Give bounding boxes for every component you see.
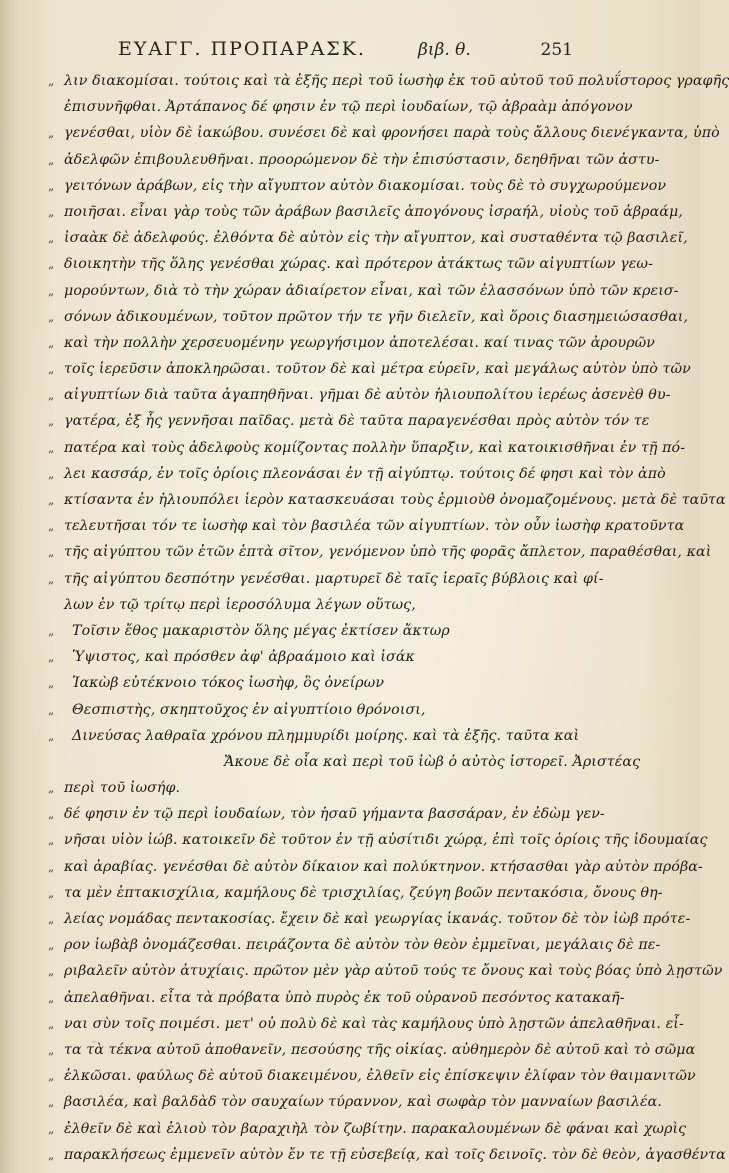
text-line (48, 697, 568, 723)
text-line (48, 827, 708, 853)
quotation-marker: „ (48, 309, 55, 324)
quotation-marker: „ (48, 781, 55, 796)
line-text: Ἄκουε δὲ οἷα καὶ περὶ τοῦ ἰὼβ ὁ αὐτὸς ἱστορεῖ. Ἀριστέας (224, 753, 641, 770)
line-text: ριβαλεῖν αὐτὸν ἀτυχίαις. πρῶτον μὲν γὰρ αὐτοῦ τούς τε ὄνους καὶ τοὺς βόας ὑπὸ λῃστῶν (64, 963, 723, 980)
line-text: μορούντων, διὰ τὸ τὴν χώραν ἀδιαίρετον εἶναι, καὶ τῶν ἐλασσόνων ὑπὸ τῶν κρεισ- (64, 282, 679, 299)
line-text: Θεσπιστὴς, σκηπτοῦχος ἐν αἰγυπτίοιο θρόνοισι, (72, 701, 426, 718)
quotation-marker: „ (48, 859, 55, 874)
text-line (48, 1037, 696, 1063)
line-text: ἀπελαθῆναι. εἶτα τὰ πρόβατα ὑπὸ πυρὸς ἐκ τοῦ οὐρανοῦ πεσόντος κατακαῆ- (64, 989, 625, 1006)
quotation-marker: „ (48, 833, 55, 848)
text-line (48, 670, 568, 696)
line-text: κτίσαντα ἐν ἡλιουπόλει ἱερὸν κατασκευάσαι τοὺς ἑρμιοὺθ ὀνομαζομένους. μετὰ δὲ ταῦτα (64, 492, 726, 508)
line-text: πατέρα καὶ τοὺς ἀδελφοὺς κομίζοντας πολλὴν ὕπαρξιν, καὶ κατοικισθῆναι ἐν τῇ πό- (64, 439, 686, 456)
text-line (48, 539, 712, 565)
text-line (48, 932, 661, 958)
line-text: Τοῖσιν ἔθος μακαριστὸν ὅλης μέγας ἐκτίσεν ἄκτωρ (72, 622, 450, 639)
line-text: ἐλθεῖν δὲ καὶ ἐλιοὺ τὸν βαραχιὴλ τὸν ζωβίτην. παρακαλουμένων δὲ φάναι καὶ χωρὶς (64, 1120, 687, 1137)
text-line (48, 408, 650, 434)
line-text: διοικητὴν τῆς ὅλης γενέσθαι χώρας. καὶ πρότερον ἀτάκτως τῶν αἰγυπτίων γεω- (64, 256, 653, 273)
quotation-marker: „ (48, 388, 55, 403)
quotation-marker: „ (48, 1121, 55, 1136)
text-line (48, 1089, 662, 1115)
text-line (48, 749, 641, 775)
paper-speck (92, 1040, 96, 1043)
quotation-marker: „ (48, 231, 55, 246)
text-line (48, 461, 666, 487)
text-line (48, 120, 720, 146)
text-line (48, 801, 605, 827)
line-text: Ἰακὼβ εὐτέκνοιο τόκος ἰωσὴφ, ὃς ὀνείρων (72, 675, 385, 692)
page-number: 251 (540, 40, 573, 60)
line-text: καὶ ἀραβίας. γενέσθαι δὲ αὐτὸν δίκαιον καὶ πολύκτηνον. κτήσασθαι γὰρ αὐτὸν πρόβα- (64, 858, 703, 875)
quotation-marker: „ (48, 466, 55, 481)
text-line (48, 906, 691, 932)
line-text: λων ἐν τῷ τρίτῳ περὶ ἱεροσόλυμα λέγων οὕτως, (64, 596, 416, 613)
quotation-marker: „ (48, 571, 55, 586)
quotation-marker: „ (48, 1095, 55, 1110)
quotation-marker: „ (48, 204, 55, 219)
quotation-marker: „ (48, 623, 55, 638)
quotation-marker: „ (48, 545, 55, 560)
quotation-marker: „ (48, 283, 55, 298)
line-text: καὶ τὴν πολλὴν χερσευομένην γεωργήσιμον ἀποτελέσαι. καί τινας τῶν ἀρουρῶν (64, 334, 656, 351)
text-line (48, 958, 723, 984)
line-text: Δινεύσας λαθραῖα χρόνου πλημμυρίδι μοίρης. καὶ τὰ ἑξῆς. ταῦτα καὶ (72, 727, 580, 744)
book-reference: βιβ. θ. (418, 40, 471, 60)
paper-speck (640, 880, 643, 883)
quotation-marker: „ (48, 414, 55, 429)
quotation-marker: „ (48, 152, 55, 167)
text-line (48, 723, 580, 749)
text-line (48, 68, 729, 94)
line-text: αἰγυπτίων διὰ ταῦτα ἀγαπηθῆναι. γῆμαι δὲ αὐτὸν ἡλιουπολίτου ἱερέως ἀσενὲθ θυ- (64, 387, 671, 404)
quotation-marker: „ (48, 362, 55, 377)
text-line (48, 251, 653, 277)
quotation-marker: „ (48, 440, 55, 455)
quotation-marker: „ (48, 728, 55, 743)
text-line (48, 644, 568, 670)
text-line (48, 880, 663, 906)
text-line (48, 775, 568, 801)
line-text: ἀδελφῶν ἐπιβουλευθῆναι. προορώμενον δὲ τὴν ἐπισύστασιν, δεηθῆναι τῶν ἀστυ- (64, 151, 660, 168)
text-line (48, 985, 625, 1011)
line-text: βασιλέα, καὶ βαλδὰδ τὸν σαυχαίων τύραννον, καὶ σωφὰρ τὸν μανναίων βασιλέα. (64, 1094, 662, 1111)
line-text: τῆς αἰγύπτου τῶν ἐτῶν ἑπτὰ σῖτον, γενόμενον ὑπὸ τῆς φορᾶς ἄπλετον, παραθέσθαι, καὶ (64, 544, 712, 561)
line-text: λιν διακομίσαι. τούτοις καὶ τὰ ἑξῆς περὶ τοῦ ἰωσὴφ ἐκ τοῦ αὐτοῦ τοῦ πολυΐστορος γραφῆς (64, 73, 729, 89)
text-line (48, 330, 656, 356)
quotation-marker: „ (48, 807, 55, 822)
text-line (48, 225, 688, 251)
quotation-marker: „ (48, 1016, 55, 1031)
line-text: ναι σὺν τοῖς ποιμέσι. μετ' οὐ πολὺ δὲ καὶ τὰς καμήλους ὑπὸ λῃστῶν ἀπελαθῆναι. εἶ- (64, 1015, 684, 1032)
line-text: λείας νομάδας πεντακοσίας. ἔχειν δὲ καὶ γεωργίας ἱκανάς. τοῦτον δὲ τὸν ἰὼβ πρότε- (64, 911, 691, 927)
text-line (48, 94, 633, 120)
page-header (118, 38, 573, 64)
text-line (48, 854, 703, 880)
quotation-marker: „ (48, 519, 55, 534)
quotation-marker: „ (48, 990, 55, 1005)
text-line (48, 356, 691, 382)
quotation-marker: „ (48, 126, 55, 141)
text-line (48, 278, 679, 304)
line-text: ἰσαὰκ δὲ ἀδελφούς. ἐλθόντα δὲ αὐτὸν εἰς τὴν αἴγυπτον, καὶ συσταθέντα τῷ βασιλεῖ, (64, 230, 688, 247)
running-title: ΕΥΑΓΓ. ΠΡΟΠΑΡΑΣΚ. (118, 38, 366, 60)
text-line (48, 513, 685, 539)
quotation-marker: „ (48, 650, 55, 665)
quotation-marker: „ (48, 1042, 55, 1057)
line-text: τα τὰ τέκνα αὐτοῦ ἀποθανεῖν, πεσούσης τῆς οἰκίας. αὐθημερὸν δὲ αὐτοῦ καὶ τὸ σῶμα (64, 1041, 696, 1058)
text-line (48, 173, 667, 199)
text-line (48, 147, 660, 173)
line-text: ἐπισυνῆφθαι. Ἀρτάπανος δέ φησιν ἐν τῷ περὶ ἰουδαίων, τῷ ἀβραὰμ ἀπόγονον (64, 99, 633, 116)
line-text: λει κασσάρ, ἐν τοῖς ὁρίοις πλεονάσαι ἐν τῇ αἰγύπτῳ. τούτοις δέ φησι καὶ τὸν ἀπὸ (64, 465, 666, 482)
text-line (48, 1142, 726, 1168)
text-line (48, 1011, 684, 1037)
paper-speck (612, 470, 617, 474)
line-text: τῆς αἰγύπτου δεσπότην γενέσθαι. μαρτυρεῖ δὲ ταῖς ἱεραῖς βύβλοις καὶ φί- (64, 570, 604, 587)
quotation-marker: „ (48, 257, 55, 272)
line-text: γειτόνων ἀράβων, εἰς τὴν αἴγυπτον αὐτὸν διακομίσαι. τοὺς δὲ τὸ συγχωρούμενον (64, 177, 667, 194)
quotation-marker: „ (48, 702, 55, 717)
quotation-marker: „ (48, 493, 55, 507)
quotation-marker: „ (48, 912, 55, 926)
line-text: σόνων ἀδικουμένων, τοῦτον πρῶτον τήν τε γῆν διελεῖν, καὶ ὅροις διασημειώσασθαι, (64, 308, 689, 325)
line-text: τα μὲν ἑπτακισχίλια, καμήλους δὲ τρισχιλίας, ζεύγη βοῶν πεντακόσια, ὄνους θη- (64, 884, 663, 901)
quotation-marker: „ (48, 178, 55, 193)
quotation-marker: „ (48, 1069, 55, 1084)
quotation-marker: „ (48, 1147, 55, 1162)
line-text: περὶ τοῦ ἰωσήφ. (64, 780, 181, 797)
quotation-marker: „ (48, 885, 55, 900)
text-line (48, 199, 683, 225)
line-text: γατέρα, ἐξ ἧς γεννῆσαι παῖδας. μετὰ δὲ ταῦτα παραγενέσθαι πρὸς αὐτὸν τόν τε (64, 413, 650, 430)
line-text: ἑλκῶσαι. φαύλως δὲ αὐτοῦ διακειμένου, ἐλθεῖν εἰς ἐπίσκεψιν ἐλίφαν τὸν θαιμανιτῶν (64, 1068, 696, 1085)
line-text: τελευτῆσαι τόν τε ἰωσὴφ καὶ τὸν βασιλέα τῶν αἰγυπτίων. τὸν οὖν ἰωσὴφ κρατοῦντα (64, 518, 685, 535)
text-line (48, 435, 686, 461)
gutter-shadow (0, 0, 18, 1173)
text-line (48, 487, 726, 513)
line-text: ρον ἰωβὰβ ὀνομάζεσθαι. πειράζοντα δὲ αὐτὸν τὸν θεὸν ἐμμεῖναι, μεγάλαις δὲ πε- (64, 937, 661, 954)
text-line (48, 592, 568, 618)
line-text: νῆσαι υἱὸν ἰώβ. κατοικεῖν δὲ τοῦτον ἐν τῇ αὐσίτιδι χώρᾳ, ἐπὶ τοῖς ὁρίοις τῆς ἰδουμαίας (64, 832, 708, 849)
line-text: ποιῆσαι. εἶναι γὰρ τοὺς τῶν ἀράβων βασιλεῖς ἀπογόνους ἰσραήλ, υἱοὺς τοῦ ἀβραάμ, (64, 203, 683, 220)
text-line (48, 618, 568, 644)
quotation-marker: „ (48, 74, 55, 88)
line-text: γενέσθαι, υἱὸν δὲ ἰακώβου. συνέσει δὲ καὶ φρονήσει παρὰ τοὺς ἄλλους διενέγκαντα, ὑπὸ (64, 125, 720, 142)
line-text: Ὑψιστος, καὶ πρόσθεν ἀφ' ἀβραάμοιο καὶ ἰσάκ (72, 649, 415, 666)
quotation-marker: „ (48, 964, 55, 979)
quotation-marker: „ (48, 676, 55, 691)
body-text (48, 68, 729, 1168)
line-text: παρακλήσεως ἐμμενεῖν αὐτὸν ἔν τε τῇ εὐσεβείᾳ, καὶ τοῖς δεινοῖς. τὸν δὲ θεὸν, ἀγασθέντα (64, 1146, 726, 1163)
text-line (48, 382, 671, 408)
text-line (48, 1116, 687, 1142)
text-line (48, 1063, 696, 1089)
line-text: δέ φησιν ἐν τῷ περὶ ἰουδαίων, τὸν ἡσαῦ γήμαντα βασσάραν, ἐν ἐδὼμ γεν- (64, 806, 605, 823)
text-line (48, 566, 604, 592)
quotation-marker: „ (48, 938, 55, 953)
line-text: τοῖς ἱερεῦσιν ἀποκληρῶσαι. τοῦτον δὲ καὶ μέτρα εὑρεῖν, καὶ μεγάλως αὐτὸν ὑπὸ τῶν (64, 361, 691, 378)
text-line (48, 304, 689, 330)
quotation-marker: „ (48, 335, 55, 350)
